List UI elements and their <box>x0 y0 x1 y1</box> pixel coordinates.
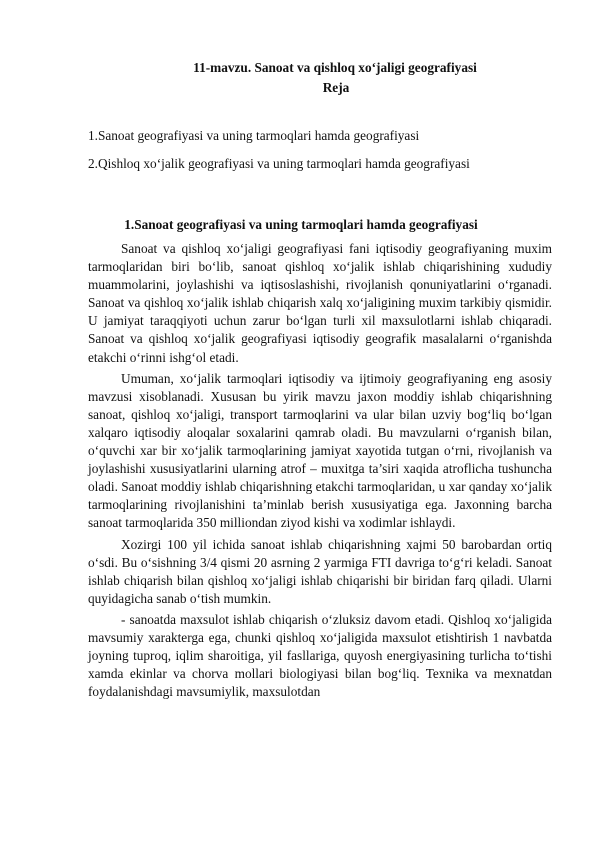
plan-item-2: 2.Qishloq xo‘jalik geografiyasi va uning tarmoqlari hamda geografiyasi <box>88 156 470 171</box>
paragraph-4: - sanoatda maxsulot ishlab chiqarish o‘zluksiz davom etadi. Qishloq xo‘jaligida mavsumiy xarakterga ega, chunki qishloq xo‘jaligida maxsulot etishtirish 1 navbatda joyning tuproq, iqlim sharoitiga, yil fasllariga, quyosh energiyasining turlicha to‘tishi xamda ekinlar va chorva mollari biologiyasi bilan bog‘liq. Texnika va mexnatdan foydalanishdagi mavsumiylik, maxsulotdan <box>88 611 552 700</box>
body-text <box>88 240 552 701</box>
section-heading: 1.Sanoat geografiyasi va uning tarmoqlari hamda geografiyasi <box>124 217 478 232</box>
document-title: 11-mavzu. Sanoat va qishloq xo‘jaligi geografiyasi <box>193 60 477 75</box>
paragraph-1: Sanoat va qishloq xo‘jaligi geografiyasi fani iqtisodiy geografiyaning muxim tarmoqlaridan biri bo‘lib, sanoat qishloq xo‘jalik ishlab chiqarishining xududiy muammolarini, joylashishi va iqtisoslashishi, rivojlanish qonuniyatlarini o‘rganadi. Sanoat va qishloq xo‘jalik ishlab chiqarish xalq xo‘jaligining muxim tarkibiy qismidir. U jamiyat taraqqiyoti uchun zarur bo‘lgan turli xil maxsulotlarni ishlab chiqaradi. Sanoat va qishloq xo‘jalik geografiyasi iqtisodiy geografik masalalarni o‘rganishda etakchi o‘rinni ishg‘ol etadi. <box>88 241 552 365</box>
plan-heading: Reja <box>322 80 350 95</box>
paragraph-3: Xozirgi 100 yil ichida sanoat ishlab chiqarishning xajmi 50 barobardan ortiq o‘sdi. Bu o‘sishning 3/4 qismi 20 asrning 2 yarmiga FTI davriga to‘g‘ri keladi. Sanoat ishlab chiqarish bilan qishloq xo‘jaligi ishlab chiqarishi bir biridan farq qiladi. Ularni quyidagicha sanab o‘tish mumkin. <box>88 536 552 606</box>
plan-item-1: 1.Sanoat geografiyasi va uning tarmoqlari hamda geografiyasi <box>88 128 420 143</box>
paragraph-2: Umuman, xo‘jalik tarmoqlari iqtisodiy va ijtimoiy geografiyaning eng asosiy mavzusi xisoblanadi. Xususan bu yirik mavzu jaxon moddiy ishlab chiqarishning sanoat, qishloq xo‘jaligi, transport tarmoqlarini va ular bilan uzviy bog‘liq bo‘lgan xalqaro iqtisodiy aloqalar soxalarini qamrab oladi. Bu mavzularni o‘rganish bilan, o‘quvchi xar bir xo‘jalik tarmoqlarining jamiyat xayotida tutgan o‘rni, rivojlanish va joylashishi xususiyatlarini ularning atrof – muxitga ta’siri xaqida atroflicha tushuncha oladi. Sanoat moddiy ishlab chiqarishning etakchi tarmoqlaridan, u xar qanday xo‘jalik tarmoqlarining rivojlanishini ta’minlab berish xususiyatiga ega. Jaxonning barcha sanoat tarmoqlarida 350 milliondan ziyod kishi va xodimlar ishlaydi. <box>88 370 552 531</box>
